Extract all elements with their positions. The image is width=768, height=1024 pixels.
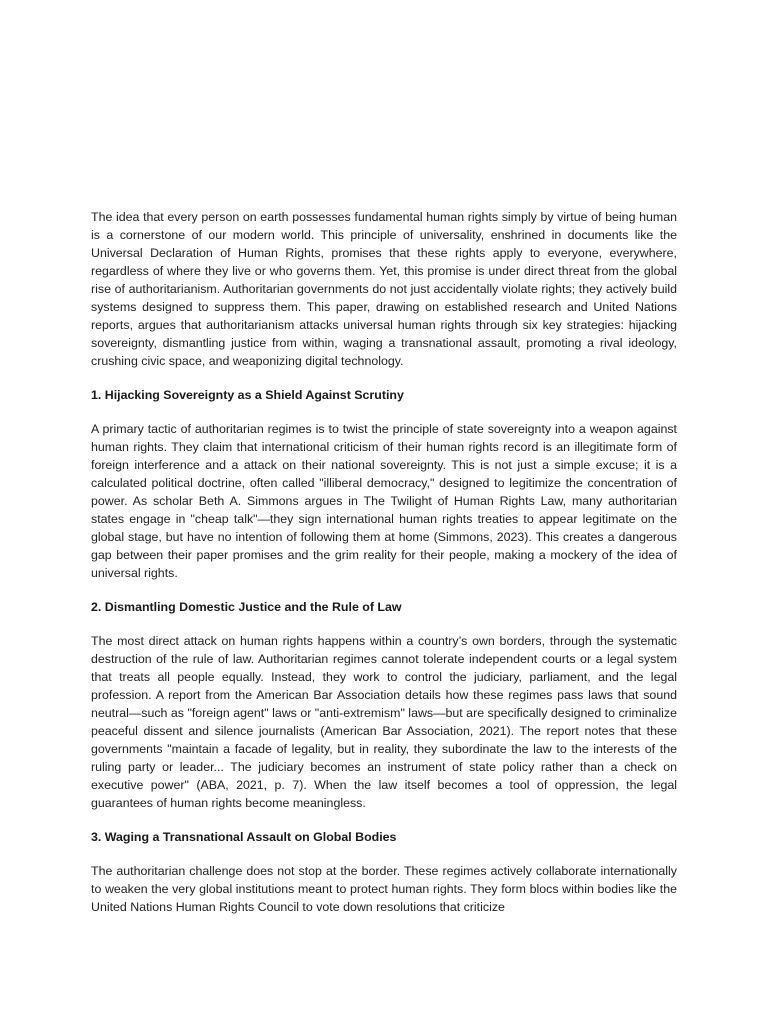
section-body-justice: The most direct attack on human rights happens within a country’s own borders, through the systematic destruction of the rule of law. Authoritarian regimes cannot tolerate independent courts or a legal system that treats all people equally. Instead, they work to control the judiciary, parliament, and the legal profession. A report from the American Bar Association details how these regimes pass laws that sound neutral—such as "foreign agent" laws or "anti-extremism" laws—but are specifically designed to criminalize peaceful dissent and silence journalists (American Bar Association, 2021). The report notes that these governments "maintain a facade of legality, but in reality, they subordinate the law to the interests of the ruling party or leader... The judiciary becomes an instrument of state policy rather than a check on executive power" (ABA, 2021, p. 7). When the law itself becomes a tool of oppression, the legal guarantees of human rights become meaningless. xyxy=(91,634,677,810)
section-heading-sovereignty: 1. Hijacking Sovereignty as a Shield Against Scrutiny xyxy=(91,388,404,402)
section-heading-transnational: 3. Waging a Transnational Assault on Global Bodies xyxy=(91,830,397,844)
document-page xyxy=(91,208,677,916)
section-heading-justice: 2. Dismantling Domestic Justice and the Rule of Law xyxy=(91,600,402,614)
section-body-sovereignty: A primary tactic of authoritarian regimes is to twist the principle of state sovereignty into a weapon against human rights. They claim that international criticism of their human rights record is an illegitimate form of foreign interference and a attack on their national sovereignty. This is not just a simple excuse; it is a calculated political doctrine, often called "illiberal democracy," designed to legitimize the concentration of power. As scholar Beth A. Simmons argues in The Twilight of Human Rights Law, many authoritarian states engage in "cheap talk"—they sign international human rights treaties to appear legitimate on the global stage, but have no intention of following them at home (Simmons, 2023). This creates a dangerous gap between their paper promises and the grim reality for their people, making a mockery of the idea of universal rights. xyxy=(91,422,677,580)
intro-paragraph: The idea that every person on earth possesses fundamental human rights simply by virtue of being human is a cornerstone of our modern world. This principle of universality, enshrined in documents like the Universal Declaration of Human Rights, promises that these rights apply to everyone, everywhere, regardless of where they live or who governs them. Yet, this promise is under direct threat from the global rise of authoritarianism. Authoritarian governments do not just accidentally violate rights; they actively build systems designed to suppress them. This paper, drawing on established research and United Nations reports, argues that authoritarianism attacks universal human rights through six key strategies: hijacking sovereignty, dismantling justice from within, waging a transnational assault, promoting a rival ideology, crushing civic space, and weaponizing digital technology. xyxy=(91,210,677,368)
section-body-transnational: The authoritarian challenge does not stop at the border. These regimes actively collaborate internationally to weaken the very global institutions meant to protect human rights. They form blocs within bodies like the United Nations Human Rights Council to vote down resolutions that criticize xyxy=(91,864,677,914)
